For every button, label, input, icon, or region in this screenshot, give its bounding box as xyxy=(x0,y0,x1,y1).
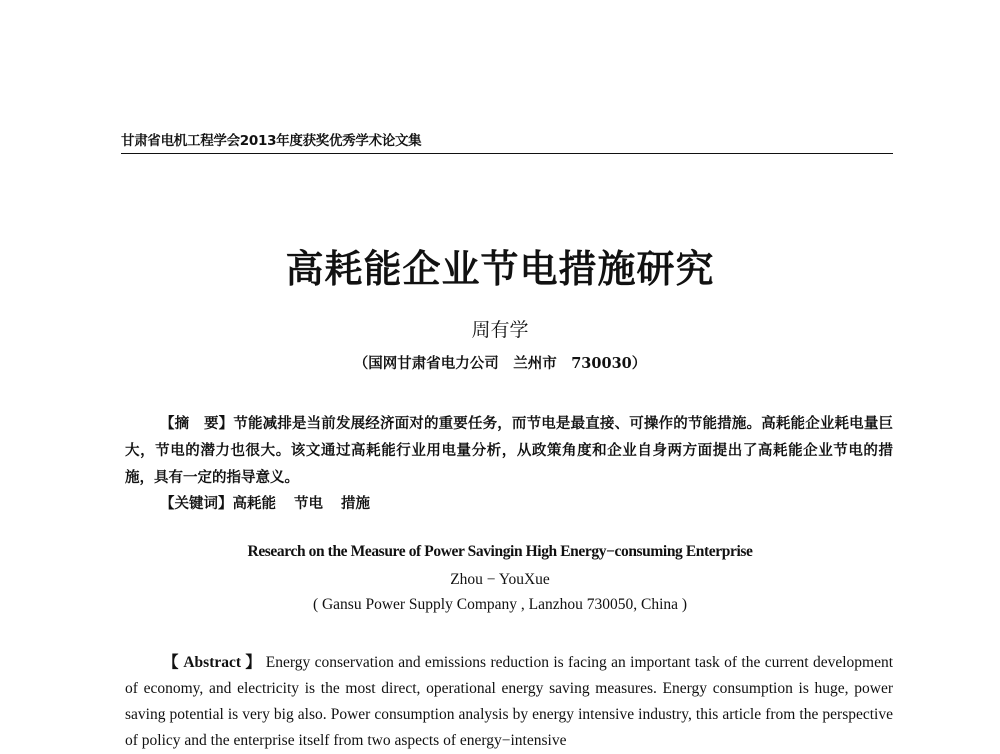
english-affiliation: ( Gansu Power Supply Company , Lanzhou 730050, China ) xyxy=(312,596,688,613)
keywords-cn xyxy=(125,492,893,513)
abstract-en-text: Energy conservation and emissions reduction is facing an important task of the current development of economy, and electricity is the most direct, operational energy saving measures. Energy consumption is huge, power saving potential is very big also. Power consumption analysis by energy intensive industry, this article from the perspective of policy and the enterprise itself from two aspects of energy−intensive xyxy=(125,654,894,749)
abstract-cn-label: 【摘 要】 xyxy=(160,415,234,432)
keyword: 措施 xyxy=(341,495,370,512)
keywords-cn-label: 【关键词】 xyxy=(160,495,233,512)
author-name: 周有学 xyxy=(471,319,529,341)
paper-title: 高耗能企业节电措施研究 xyxy=(285,246,715,291)
english-author: Zhou − YouXue xyxy=(450,571,550,588)
english-title: Research on the Measure of Power Savingin High Energy−consuming Enterprise xyxy=(247,543,753,560)
keyword: 节电 xyxy=(294,495,323,512)
author-affiliation: （国网甘肃省电力公司 兰州市 730030） xyxy=(353,355,647,372)
running-header: 甘肃省电机工程学会2013年度获奖优秀学术论文集 xyxy=(121,129,893,154)
abstract-en-label: 【 Abstract 】 xyxy=(163,654,262,671)
keyword: 高耗能 xyxy=(232,495,276,512)
abstract-cn xyxy=(125,410,893,491)
abstract-en xyxy=(125,650,893,754)
abstract-cn-text: 节能减排是当前发展经济面对的重要任务，而节电是最直接、可操作的节能措施。高耗能企业耗电量巨大，节电的潜力也很大。该文通过高耗能行业用电量分析，从政策角度和企业自身两方面提出了高耗能企业节电的措施，具有一定的指导意义。 xyxy=(125,415,894,486)
